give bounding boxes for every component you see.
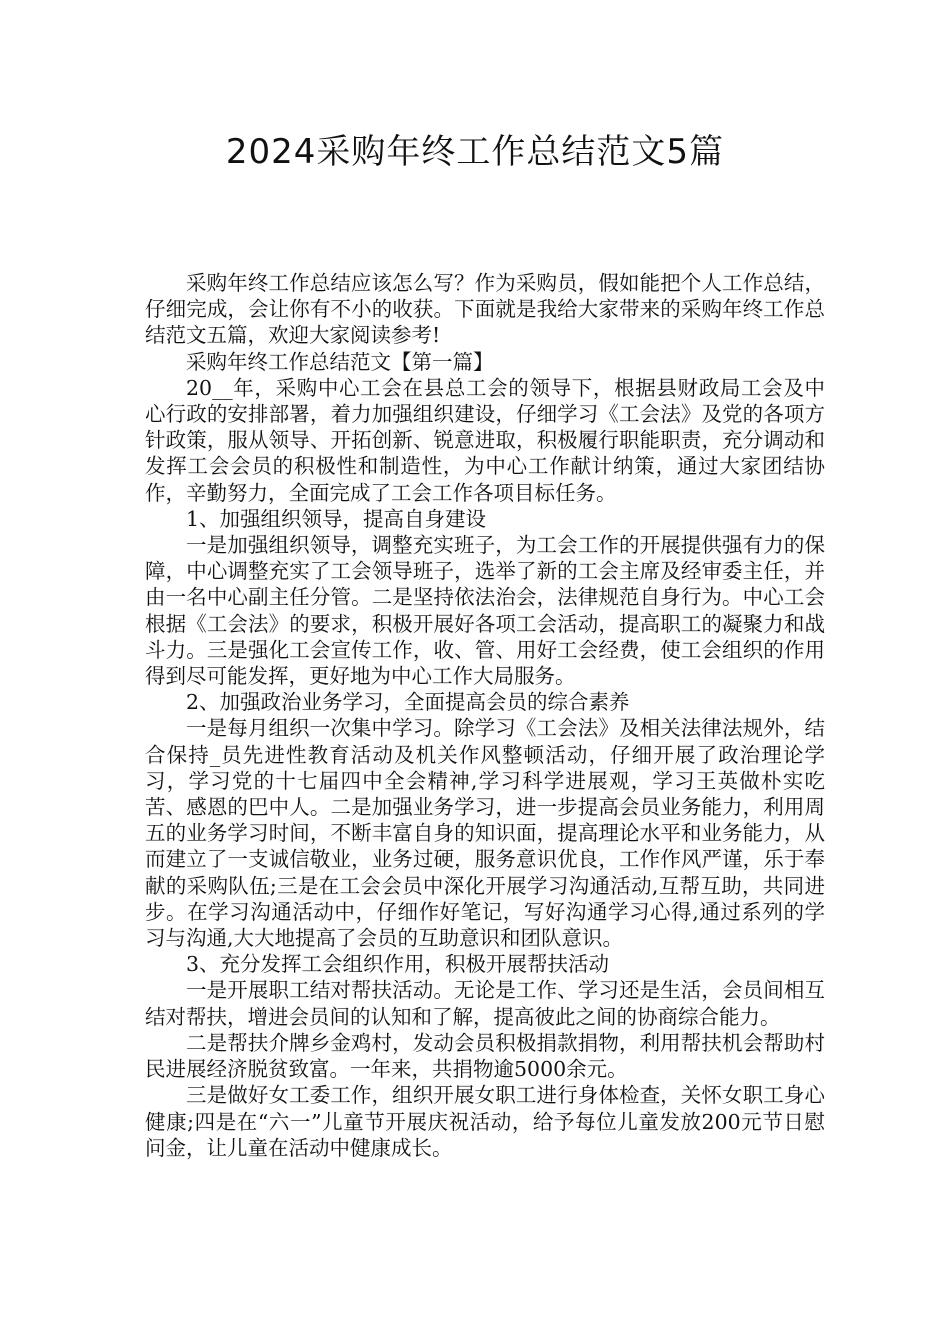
document-title: 2024采购年终工作总结范文5篇 bbox=[225, 132, 725, 172]
paragraph: 一是加强组织领导，调整充实班子，为工会工作的开展提供强有力的保障，中心调整充实了工会领导班子，选举了新的工会主席及经审委主任，并由一名中心副主任分管。二是坚持依法治会，法律规范自身行为。中心工会根据《工会法》的要求，积极开展好各项工会活动，提高职工的凝聚力和战斗力。三是强化工会宣传工作，收、管、用好工会经费，使工会组织的作用得到尽可能发挥，更好地为中心工作大局服务。 bbox=[145, 533, 825, 689]
subheading-2: 2、加强政治业务学习，全面提高会员的综合素养 bbox=[186, 690, 630, 715]
paragraph: 一是每月组织一次集中学习。除学习《工会法》及相关法律法规外，结合保持_员先进性教育活动及机关作风整顿活动，仔细开展了政治理论学习，学习党的十七届四中全会精神,学习科学进展观，学习王英做朴实吃苦、感恩的巴中人。二是加强业务学习，进一步提高会员业务能力，利用周五的业务学习时间，不断丰富自身的知识面，提高理论水平和业务能力，从而建立了一支诚信敬业，业务过硬，服务意识优良，工作作风严谨，乐于奉献的采购队伍;三是在工会会员中深化开展学习沟通活动,互帮互助，共同进步。在学习沟通活动中，仔细作好笔记，写好沟通学习心得,通过系列的学习与沟通,大大地提高了会员的互助意识和团队意识。 bbox=[145, 716, 825, 951]
subheading-1: 1、加强组织领导，提高自身建设 bbox=[186, 506, 487, 531]
section-heading-first: 采购年终工作总结范文【第一篇】 bbox=[186, 349, 494, 374]
document-body bbox=[145, 270, 825, 1161]
paragraph: 20__年，采购中心工会在县总工会的领导下，根据县财政局工会及中心行政的安排部署，着力加强组织建设，仔细学习《工会法》及党的各项方针政策，服从领导、开拓创新、锐意进取，积极履行职能职责，充分调动和发挥工会会员的积极性和制造性，为中心工作献计纳策，通过大家团结协作，辛勤努力，全面完成了工会工作各项目标任务。 bbox=[145, 375, 825, 505]
paragraph: 一是开展职工结对帮扶活动。无论是工作、学习还是生活，会员间相互结对帮扶，增进会员间的认知和了解，提高彼此之间的协商综合能力。 bbox=[145, 978, 825, 1029]
subheading-3: 3、充分发挥工会组织作用，积极开展帮扶活动 bbox=[186, 952, 610, 977]
paragraph-intro: 采购年终工作总结应该怎么写？作为采购员，假如能把个人工作总结，仔细完成，会让你有不小的收获。下面就是我给大家带来的采购年终工作总结范文五篇，欢迎大家阅读参考! bbox=[145, 271, 825, 348]
paragraph: 三是做好女工委工作，组织开展女职工进行身体检查，关怀女职工身心健康;四是在“六一”儿童节开展庆祝活动，给予每位儿童发放200元节日慰问金，让儿童在活动中健康成长。 bbox=[145, 1083, 825, 1160]
paragraph: 二是帮扶介牌乡金鸡村，发动会员积极捐款捐物，利用帮扶机会帮助村民进展经济脱贫致富。一年来，共捐物逾5000余元。 bbox=[145, 1030, 825, 1082]
